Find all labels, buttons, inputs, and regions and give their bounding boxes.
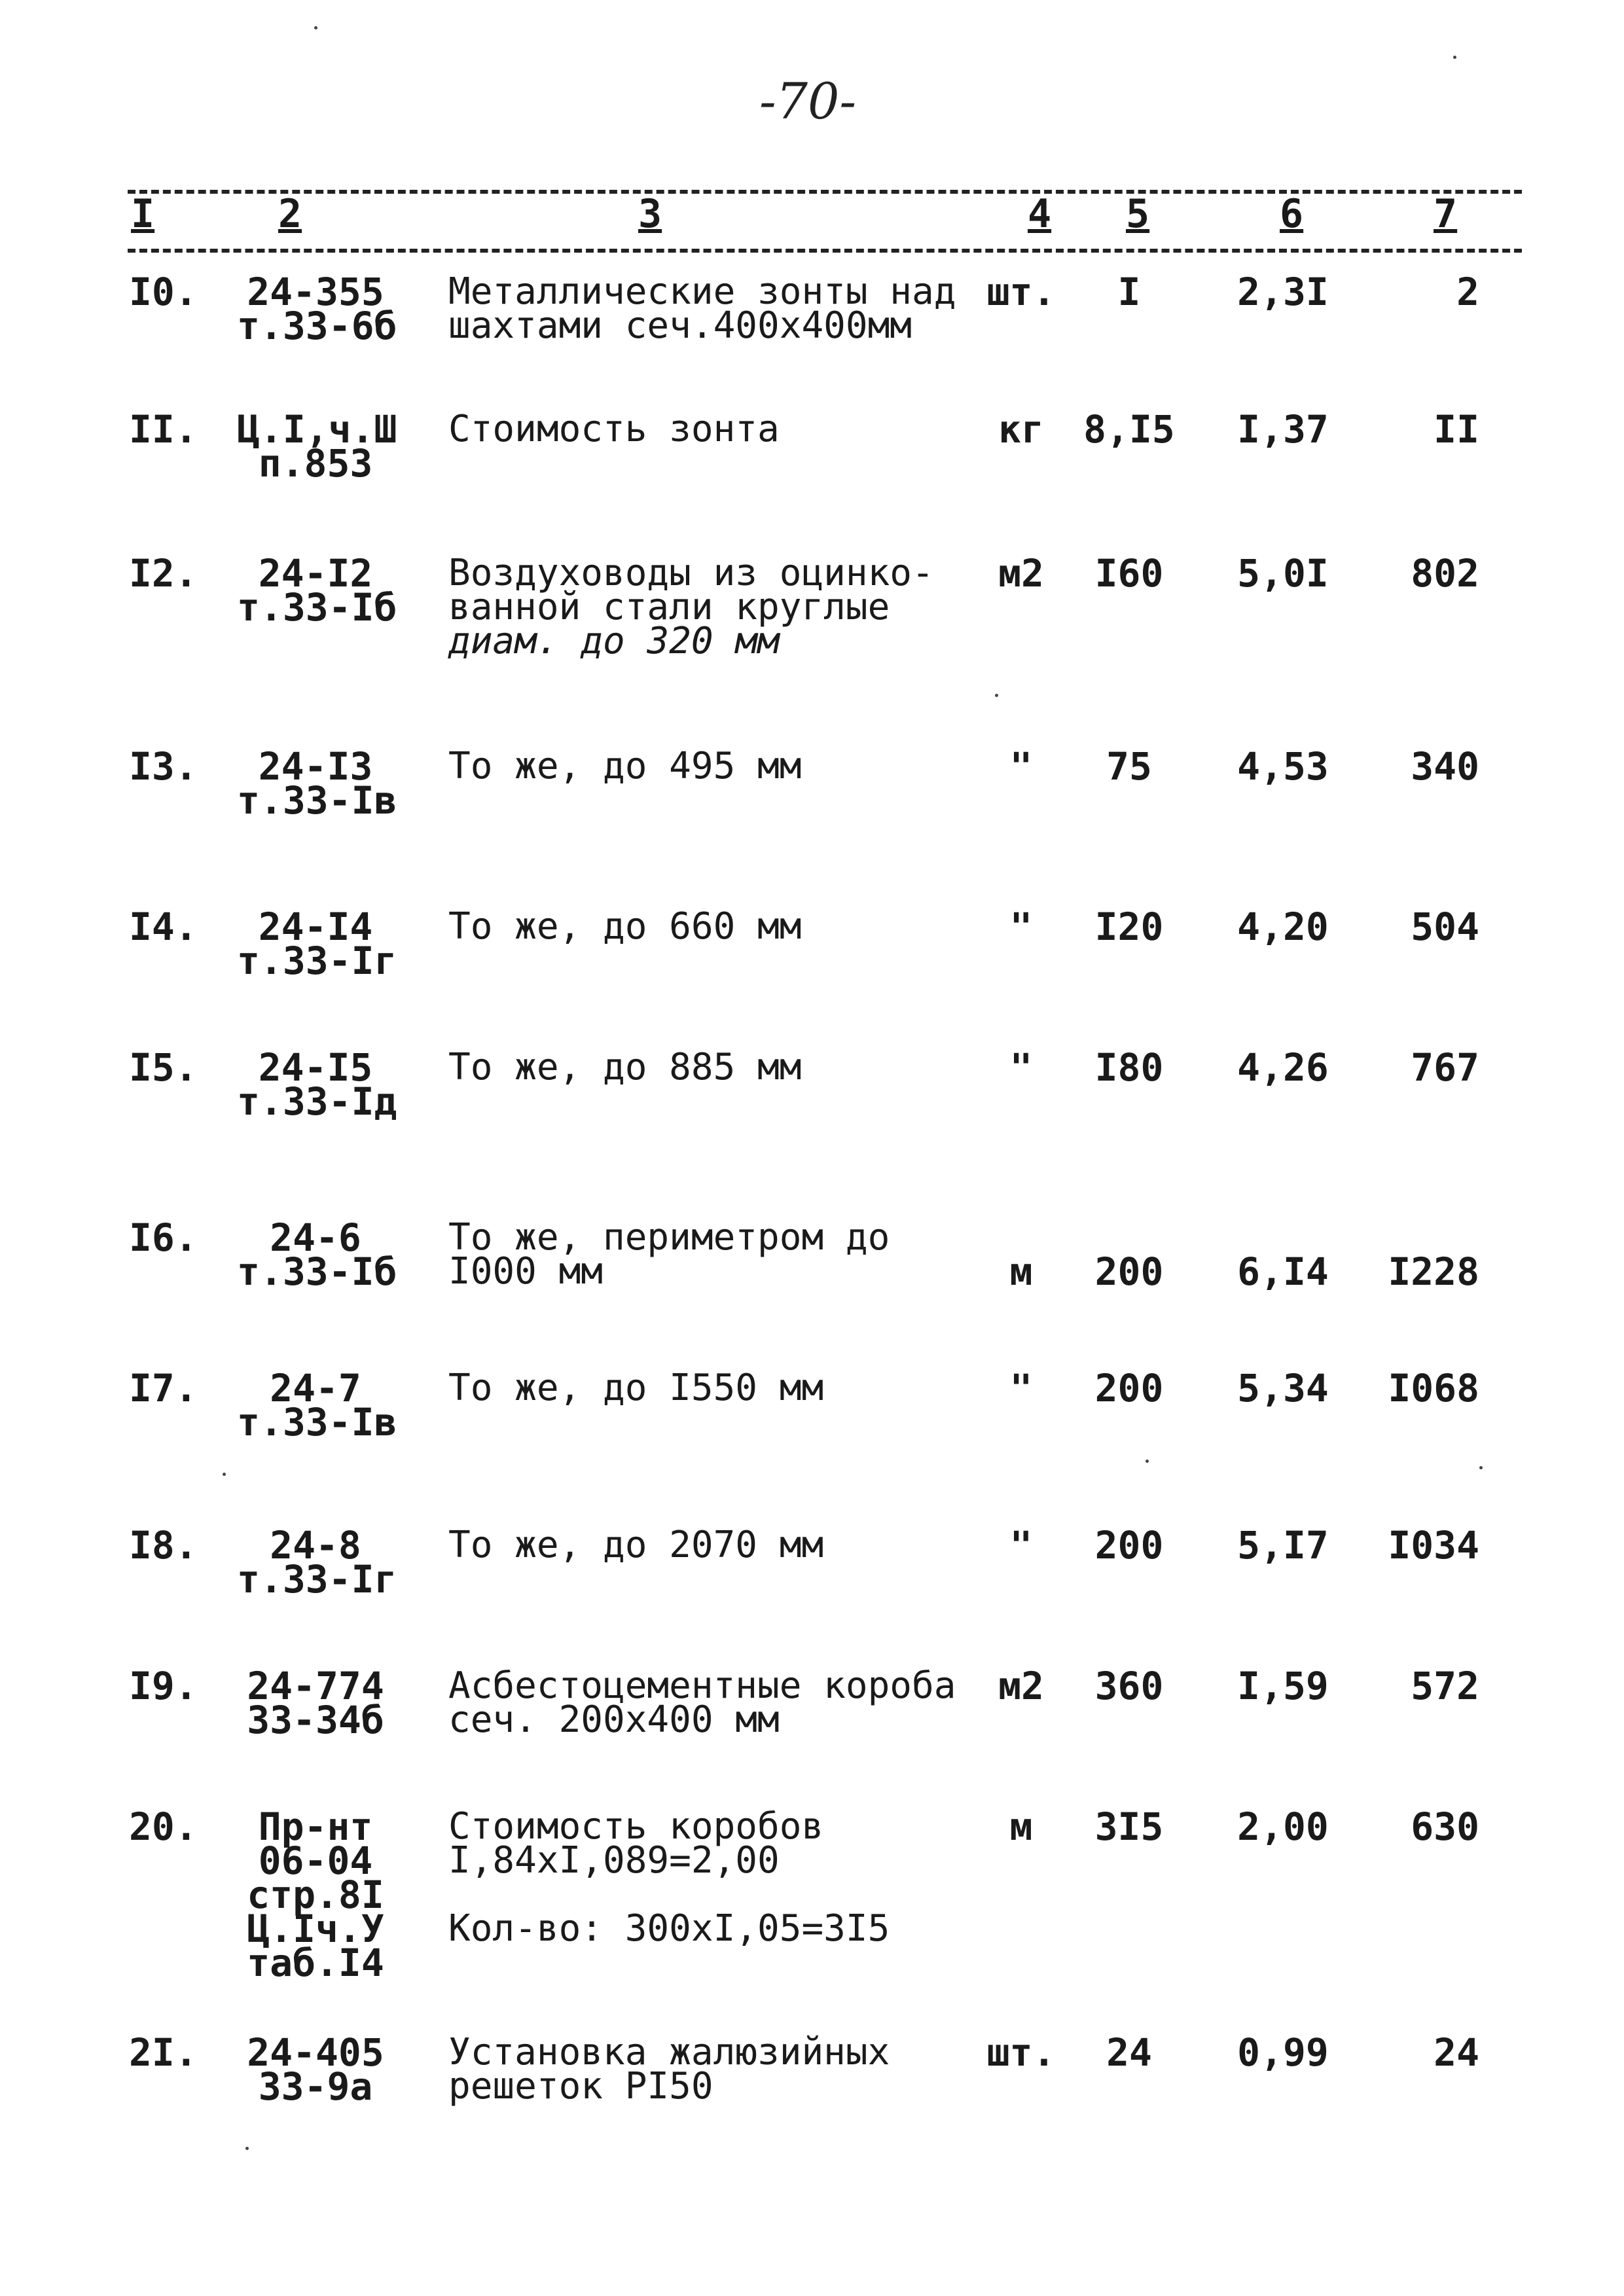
quantity-cell: I80 — [1094, 1045, 1164, 1090]
scan-speck — [245, 2147, 249, 2150]
code-line: т.33-Iг — [237, 939, 397, 983]
price-cell: 4,26 — [1237, 1045, 1329, 1090]
quantity-cell: 3I5 — [1094, 1804, 1164, 1849]
price-cell: 5,I7 — [1237, 1523, 1329, 1568]
quantity-cell: 200 — [1094, 1249, 1164, 1294]
scan-speck — [1479, 1466, 1483, 1469]
price-cell: 0,99 — [1237, 2030, 1329, 2075]
description-line: То же, до 885 мм — [448, 1046, 802, 1088]
quantity-cell: 360 — [1094, 1664, 1164, 1708]
description-line: То же, до 495 мм — [448, 745, 802, 787]
row-number: II. — [129, 407, 198, 452]
description-line: I,84хI,089=2,00 — [448, 1839, 780, 1882]
description-line: шахтами сеч.400х400мм — [448, 304, 912, 347]
code-line: т.33-Iв — [237, 1400, 397, 1444]
row-number: 20. — [129, 1804, 198, 1849]
price-cell: 2,3I — [1237, 270, 1329, 314]
description-line: ванной стали круглые — [448, 586, 890, 628]
price-cell: 5,0I — [1237, 551, 1329, 596]
code-line: т.33-Iд — [237, 1079, 397, 1124]
description-line: диам. до 320 мм — [448, 620, 780, 662]
total-cell: 2 — [1456, 270, 1479, 314]
price-cell: I,59 — [1237, 1664, 1329, 1708]
price-cell: 4,53 — [1237, 744, 1329, 789]
column-header-2: 2 — [278, 191, 302, 237]
unit-cell: шт. — [986, 2030, 1056, 2075]
total-cell: I068 — [1388, 1366, 1479, 1410]
code-line: Ц.I,ч.Ш — [237, 407, 397, 452]
unit-cell: м — [1009, 1804, 1033, 1849]
code-line: 24-I2 — [258, 551, 373, 596]
code-line: 24-8 — [270, 1523, 361, 1568]
quantity-cell: 200 — [1094, 1366, 1164, 1410]
unit-cell: " — [1009, 1045, 1033, 1090]
quantity-cell: I60 — [1094, 551, 1164, 596]
price-cell: 5,34 — [1237, 1366, 1329, 1410]
row-number: I2. — [129, 551, 198, 596]
row-number: I5. — [129, 1045, 198, 1090]
description-line: Воздуховоды из оцинко- — [448, 552, 934, 594]
code-line: 24-355 — [247, 270, 384, 314]
scan-speck — [995, 694, 998, 697]
description-line: Стоимость зонта — [448, 408, 780, 450]
row-number: I3. — [129, 744, 198, 789]
total-cell: 504 — [1411, 905, 1479, 949]
code-line: 24-774 — [247, 1664, 384, 1708]
code-line: 24-6 — [270, 1215, 361, 1260]
code-line: 24-I3 — [258, 744, 373, 789]
column-header-1: I — [131, 191, 155, 237]
column-header-3: 3 — [638, 191, 662, 237]
unit-cell: " — [1009, 744, 1033, 789]
code-line: т.33-Iб — [237, 585, 397, 630]
row-number: I7. — [129, 1366, 198, 1410]
code-line: таб.I4 — [247, 1941, 384, 1985]
description-line: Асбестоцементные короба — [448, 1664, 956, 1707]
code-line: 24-7 — [270, 1366, 361, 1410]
total-cell: II — [1434, 407, 1479, 452]
row-number: 2I. — [129, 2030, 198, 2075]
column-header-6: 6 — [1280, 191, 1304, 237]
price-cell: 6,I4 — [1237, 1249, 1329, 1294]
row-number: I4. — [129, 905, 198, 949]
row-number: I8. — [129, 1523, 198, 1568]
quantity-cell: I20 — [1094, 905, 1164, 949]
code-line: т.33-Iв — [237, 778, 397, 823]
quantity-cell: 8,I5 — [1083, 407, 1175, 452]
total-cell: I228 — [1388, 1249, 1479, 1294]
table-header — [0, 191, 1624, 243]
description-line: То же, до 2070 мм — [448, 1524, 824, 1566]
unit-cell: " — [1009, 905, 1033, 949]
description-line: Стоимость коробов — [448, 1805, 824, 1848]
code-line: т.33-Iг — [237, 1557, 397, 1602]
scan-speck — [314, 26, 317, 29]
unit-cell: м — [1009, 1249, 1033, 1294]
total-cell: 767 — [1411, 1045, 1479, 1090]
scan-speck — [223, 1473, 226, 1476]
column-header-4: 4 — [1028, 191, 1052, 237]
description-line: Металлические зонты над — [448, 270, 956, 313]
code-line: стр.8I — [247, 1873, 384, 1917]
description-line: То же, периметром до — [448, 1216, 890, 1259]
unit-cell: " — [1009, 1523, 1033, 1568]
total-cell: 630 — [1411, 1804, 1479, 1849]
row-number: I0. — [129, 270, 198, 314]
total-cell: I034 — [1388, 1523, 1479, 1568]
description-line: То же, до 660 мм — [448, 905, 802, 948]
price-cell: I,37 — [1237, 407, 1329, 452]
column-header-5: 5 — [1126, 191, 1150, 237]
description-line: решеток РI50 — [448, 2065, 713, 2108]
total-cell: 340 — [1411, 744, 1479, 789]
row-number: I6. — [129, 1215, 198, 1260]
scan-speck — [1453, 56, 1456, 59]
total-cell: 572 — [1411, 1664, 1479, 1708]
quantity-cell: 75 — [1106, 744, 1152, 789]
quantity-cell: 24 — [1106, 2030, 1152, 2075]
description-line: Кол-во: 300хI,05=3I5 — [448, 1907, 890, 1950]
code-line: т.33-Iб — [237, 1249, 397, 1294]
code-line: Пр-нт — [258, 1804, 373, 1849]
header-bottom-rule — [128, 249, 1522, 253]
description-line: сеч. 200х400 мм — [448, 1698, 780, 1741]
unit-cell: м2 — [998, 551, 1044, 596]
row-number: I9. — [129, 1664, 198, 1708]
code-line: 24-I5 — [258, 1045, 373, 1090]
code-line: п.853 — [258, 441, 373, 486]
description-line: Установка жалюзийных — [448, 2031, 890, 2073]
code-line: 33-34б — [247, 1698, 384, 1742]
scan-speck — [1146, 1460, 1149, 1463]
unit-cell: м2 — [998, 1664, 1044, 1708]
column-header-7: 7 — [1434, 191, 1458, 237]
unit-cell: кг — [998, 407, 1044, 452]
total-cell: 24 — [1434, 2030, 1479, 2075]
code-line: 24-405 — [247, 2030, 384, 2075]
code-line: 24-I4 — [258, 905, 373, 949]
code-line: т.33-6б — [237, 304, 397, 348]
unit-cell: " — [1009, 1366, 1033, 1410]
unit-cell: шт. — [986, 270, 1056, 314]
code-line: 33-9а — [258, 2064, 373, 2109]
page-number: -70- — [759, 72, 857, 130]
description-line: То же, до I550 мм — [448, 1367, 824, 1409]
description-line: I000 мм — [448, 1250, 604, 1293]
quantity-cell: 200 — [1094, 1523, 1164, 1568]
price-cell: 2,00 — [1237, 1804, 1329, 1849]
code-line: Ц.Iч.У — [247, 1907, 384, 1951]
quantity-cell: I — [1117, 270, 1141, 314]
total-cell: 802 — [1411, 551, 1479, 596]
code-line: 06-04 — [258, 1839, 373, 1883]
price-cell: 4,20 — [1237, 905, 1329, 949]
